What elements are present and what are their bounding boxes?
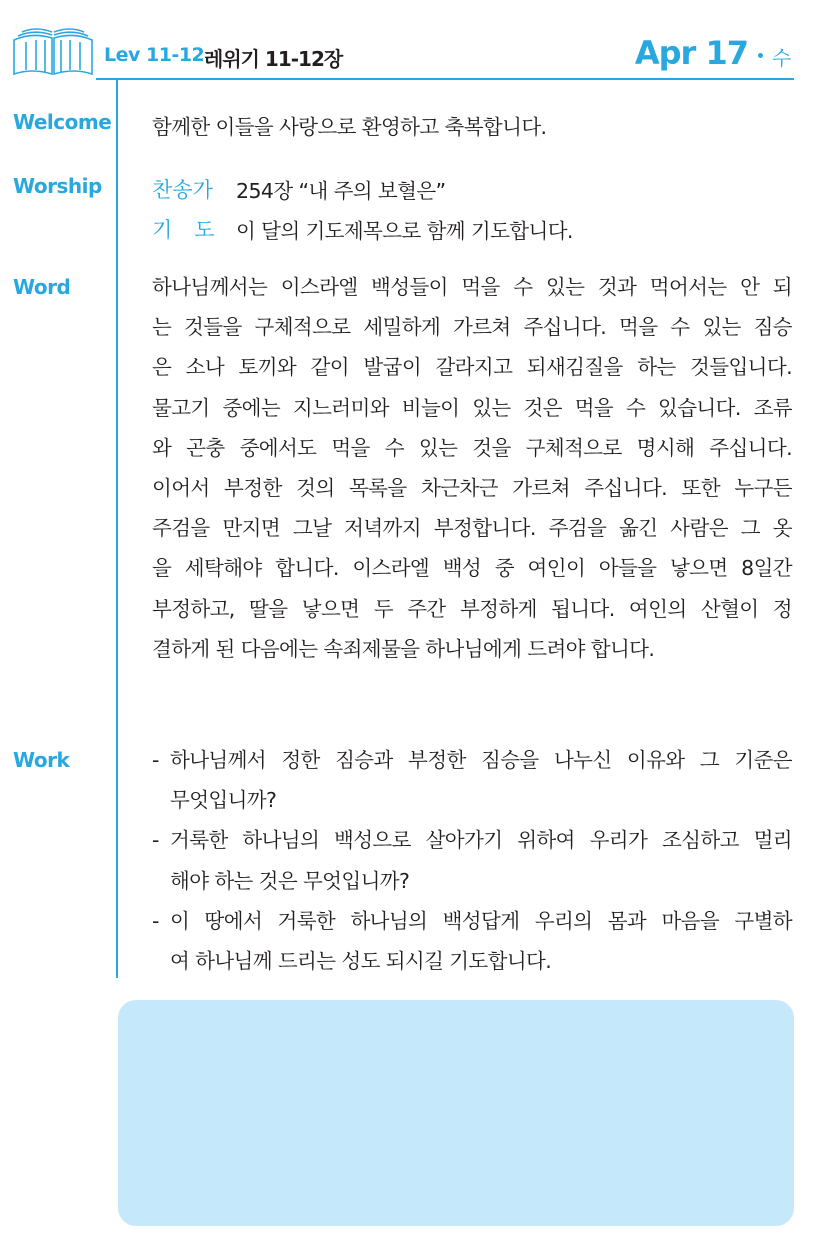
work-question-item [152,901,792,981]
prayer-label-part-1: 기 [152,218,173,242]
hymn-text: 254장 “내 주의 보혈은” [236,179,446,203]
welcome-text: 함께한 이들을 사랑으로 환영하고 축복합니다. [152,115,547,139]
word-line: 은 소나 토끼와 같이 발굽이 갈라지고 되새김질을 하는 것들입니다. [152,355,792,380]
work-question-line: 하나님께서 정한 짐승과 부정한 짐승을 나누신 이유와 그 기준은 [170,748,792,772]
hymn-label: 찬송가 [152,178,213,202]
scripture-reference-en: Lev 11-12 [104,44,205,66]
prayer-label [152,214,215,244]
word-line: 는 것들을 구체적으로 세밀하게 가르쳐 주십니다. 먹을 수 있는 짐승 [152,315,792,340]
work-label: Work [13,748,70,772]
word-line: 이어서 부정한 것의 목록을 차근차근 가르쳐 주십니다. 또한 누구든 [152,476,792,501]
work-question-line: 거룩한 하나님의 백성으로 살아가기 위하여 우리가 조심하고 멀리 [170,828,792,853]
page-header [0,0,820,80]
word-paragraph [152,267,792,669]
work-question-line: 이 땅에서 거룩한 하나님의 백성답게 우리의 몸과 마음을 구별하 [170,908,792,933]
work-question-line: 해야 하는 것은 무엇입니까? [170,868,410,893]
word-line: 주검을 만지면 그날 저녁까지 부정합니다. 주검을 옮긴 사람은 그 옷 [152,516,792,541]
notes-box[interactable] [118,1000,794,1226]
prayer-text: 이 달의 기도제목으로 함께 기도합니다. [236,219,573,243]
welcome-label: Welcome [13,110,112,134]
scripture-reference-ko: 레위기 11-12장 [204,47,343,71]
word-line: 물고기 중에는 지느러미와 비늘이 있는 것은 먹을 수 있습니다. 조류 [152,395,792,420]
label-column-divider [116,80,118,978]
work-question-item [152,740,792,820]
word-line: 하나님께서는 이스라엘 백성들이 먹을 수 있는 것과 먹어서는 안 되 [152,275,792,299]
work-question-item [152,820,792,900]
worship-label: Worship [13,174,102,198]
work-question-list [152,740,792,981]
work-question-line: 무엇입니까? [170,788,277,813]
open-book-icon [12,26,94,76]
word-line: 부정하고, 딸을 낳으면 두 주간 부정하게 됩니다. 여인의 산혈이 정 [152,596,792,621]
list-dash: - [152,828,159,853]
header-divider [96,78,794,80]
weekday-label: 수 [772,46,792,70]
word-line: 을 세탁해야 합니다. 이스라엘 백성 중 여인이 아들을 낳으면 8일간 [152,556,792,581]
date-separator-dot [758,53,763,58]
work-question-line: 여 하나님께 드리는 성도 되시길 기도합니다. [170,949,552,974]
word-label: Word [13,275,71,299]
prayer-label-part-2: 도 [194,218,215,242]
list-dash: - [152,908,159,933]
list-dash: - [152,748,159,772]
word-line: 와 곤충 중에서도 먹을 수 있는 것을 구체적으로 명시해 주십니다. [152,435,792,460]
date-label: Apr 17 [634,34,748,72]
word-line: 결하게 된 다음에는 속죄제물을 하나님에게 드려야 합니다. [152,636,655,661]
